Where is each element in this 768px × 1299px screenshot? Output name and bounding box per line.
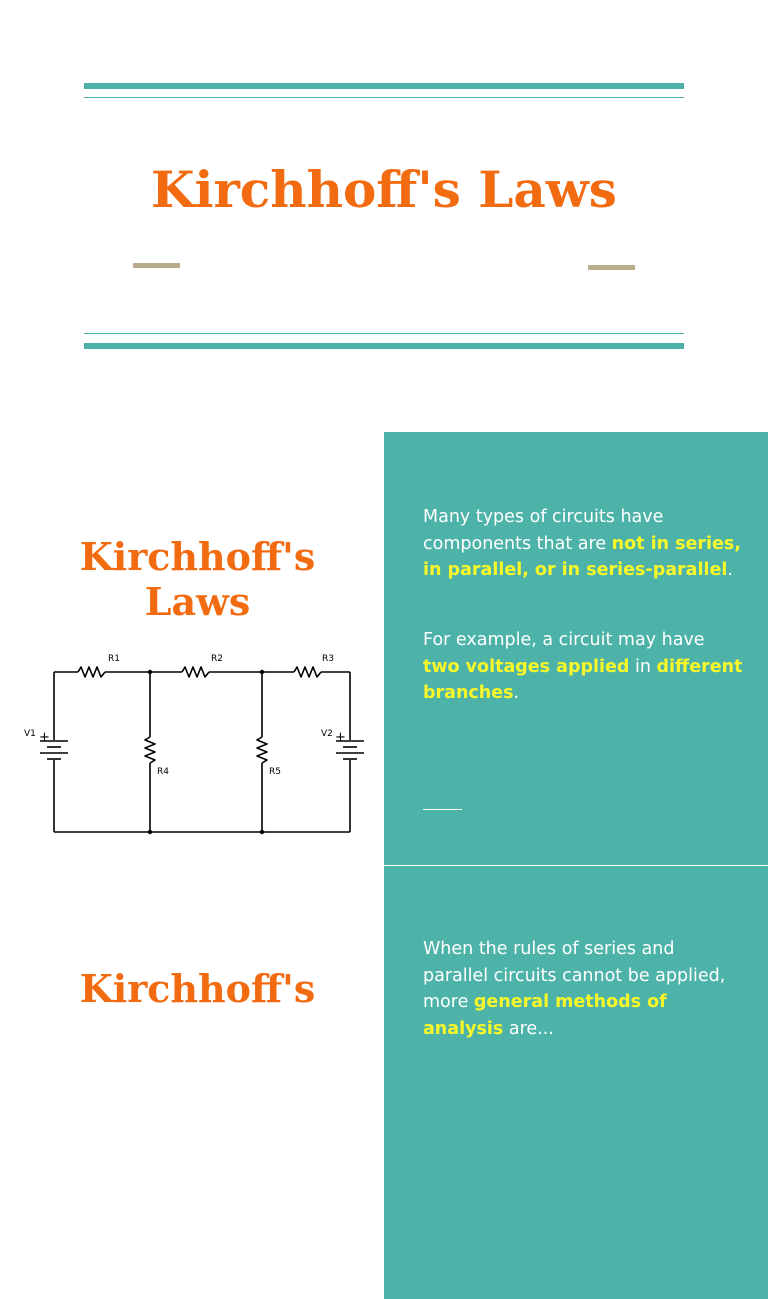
- highlight-text: different branches: [423, 656, 743, 703]
- label-v2-plus: +: [335, 730, 346, 745]
- resistor-r5: [257, 737, 267, 763]
- title-slide: [0, 0, 768, 432]
- paragraph-text: .: [513, 683, 520, 703]
- resistor-r1: [78, 667, 105, 677]
- label-v1: V1: [24, 729, 36, 739]
- paragraph-circuit-types: [423, 504, 743, 584]
- intro-slide: [0, 432, 768, 865]
- highlight-text: general methods of analysis: [423, 992, 667, 1039]
- paragraph-text: .: [727, 560, 733, 580]
- text-panel: [384, 866, 768, 1299]
- label-v2: V2: [321, 729, 333, 739]
- highlight-text: not in series, in parallel, or in series-parallel: [423, 533, 741, 580]
- label-r5: R5: [269, 767, 281, 777]
- paragraph-text: When the rules of series and parallel circuits cannot be applied, more: [423, 939, 726, 1012]
- resistor-r2: [182, 667, 209, 677]
- slide-title: Kirchhoff's Laws: [151, 160, 617, 219]
- heading-line-1: Kirchhoff's: [79, 534, 316, 579]
- label-r3: R3: [322, 654, 334, 664]
- methods-slide: [0, 866, 768, 1299]
- heading-line-1: Kirchhoff's: [79, 966, 316, 1011]
- label-v1-plus: +: [39, 730, 50, 745]
- paragraph-text: For example, a circuit may have: [423, 630, 705, 650]
- label-r1: R1: [108, 654, 120, 664]
- bottom-thick-rule: [84, 343, 684, 349]
- label-r2: R2: [211, 654, 223, 664]
- paragraph-text: Many types of circuits have components that are: [423, 507, 664, 554]
- top-thin-rule: [84, 97, 684, 98]
- highlight-text: two voltages applied: [423, 656, 630, 677]
- label-r4: R4: [157, 767, 169, 777]
- top-thick-rule: [84, 83, 684, 89]
- left-dash-ornament: [133, 263, 180, 268]
- right-dash-ornament: [588, 265, 635, 270]
- paragraph-text: in: [629, 656, 657, 677]
- slide-heading: [60, 966, 335, 1011]
- short-divider: [423, 809, 462, 810]
- paragraph-general-methods: [423, 936, 743, 1042]
- resistor-r4: [145, 737, 155, 763]
- heading-line-2: Laws: [144, 579, 251, 624]
- paragraph-example: [423, 627, 743, 707]
- paragraph-text: are...: [503, 1018, 554, 1039]
- slide-heading: [60, 534, 335, 624]
- bottom-thin-rule: [84, 333, 684, 334]
- circuit-diagram: [20, 644, 370, 839]
- resistor-r3: [294, 667, 321, 677]
